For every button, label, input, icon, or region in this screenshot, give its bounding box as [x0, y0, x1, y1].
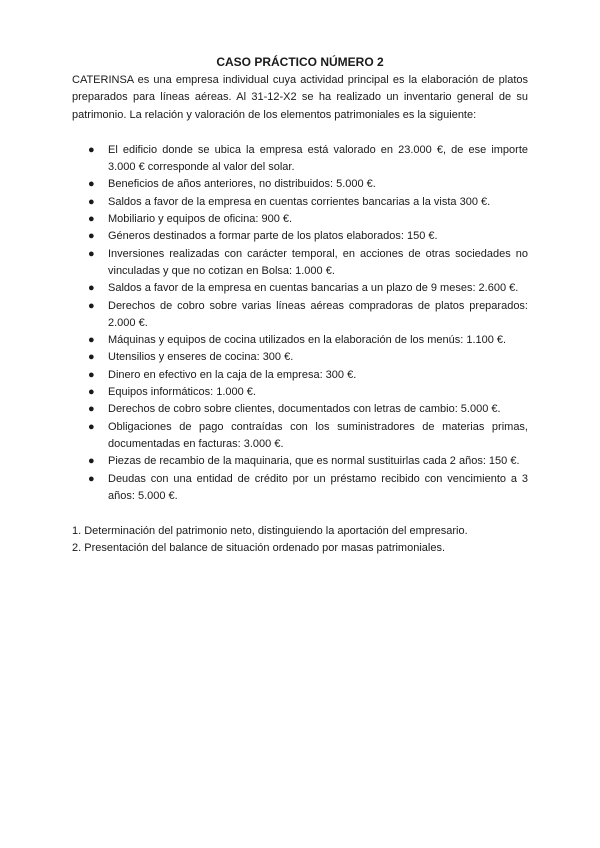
list-item	[72, 332, 528, 349]
list-item-text: Obligaciones de pago contraídas con los suministradores de materias primas, documentadas en facturas: 3.000 €.	[108, 420, 528, 450]
list-item	[72, 194, 528, 211]
list-item	[72, 246, 528, 281]
document-page	[72, 54, 528, 558]
bullet-icon: ●	[88, 334, 95, 347]
list-item	[72, 228, 528, 245]
list-item	[72, 280, 528, 297]
list-item	[72, 401, 528, 418]
bullet-icon: ●	[88, 282, 95, 295]
list-item-text: Equipos informáticos: 1.000 €.	[108, 386, 256, 399]
bullet-icon: ●	[88, 386, 95, 399]
list-item	[72, 176, 528, 193]
list-item-text: Mobiliario y equipos de oficina: 900 €.	[108, 213, 293, 226]
list-item-text: Inversiones realizadas con carácter temporal, en acciones de otras sociedades no vinculadas y que no cotizan en Bolsa: 1.000 €.	[108, 247, 528, 277]
list-item	[72, 367, 528, 384]
bullet-icon: ●	[88, 143, 95, 156]
bullet-icon: ●	[88, 403, 95, 416]
list-item-text: Géneros destinados a formar parte de los platos elaborados: 150 €.	[108, 230, 438, 243]
bullet-icon: ●	[88, 195, 95, 208]
patrimonial-items-list	[72, 142, 528, 505]
list-item	[72, 471, 528, 506]
bullet-icon: ●	[88, 230, 95, 243]
list-item-text: Saldos a favor de la empresa en cuentas bancarias a un plazo de 9 meses: 2.600 €.	[108, 282, 519, 295]
list-item-text: Deudas con una entidad de crédito por un préstamo recibido con vencimiento a 3 años: 5.000 €.	[108, 472, 528, 502]
list-item-text: El edificio donde se ubica la empresa está valorado en 23.000 €, de ese importe 3.000 € corresponde al valor del solar.	[108, 143, 528, 174]
bullet-icon: ●	[88, 455, 95, 468]
bullet-icon: ●	[88, 213, 95, 226]
list-item-text: Utensilios y enseres de cocina: 300 €.	[108, 351, 294, 364]
questions-section	[72, 523, 528, 558]
list-item-text: Máquinas y equipos de cocina utilizados en la elaboración de los menús: 1.100 €.	[108, 334, 507, 347]
bullet-icon: ●	[88, 299, 95, 312]
list-item-text: Derechos de cobro sobre varias líneas aéreas compradoras de platos preparados: 2.000 €.	[108, 299, 528, 329]
list-item-text: Piezas de recambio de la maquinaria, que es normal sustituirlas cada 2 años: 150 €.	[108, 455, 520, 468]
bullet-icon: ●	[88, 351, 95, 364]
bullet-icon: ●	[88, 368, 95, 381]
list-item-text: Saldos a favor de la empresa en cuentas corrientes bancarias a la vista 300 €.	[108, 195, 491, 208]
list-item-text: Derechos de cobro sobre clientes, documentados con letras de cambio: 5.000 €.	[108, 403, 501, 416]
list-item	[72, 142, 528, 177]
list-item	[72, 384, 528, 401]
bullet-icon: ●	[88, 178, 95, 191]
question-item: 1. Determinación del patrimonio neto, distinguiendo la aportación del empresario.	[72, 525, 468, 538]
question-item: 2. Presentación del balance de situación ordenado por masas patrimoniales.	[72, 542, 446, 555]
bullet-icon: ●	[88, 247, 95, 260]
list-item	[72, 298, 528, 333]
list-item	[72, 453, 528, 470]
bullet-icon: ●	[88, 472, 95, 485]
list-item-text: Dinero en efectivo en la caja de la empresa: 300 €.	[108, 368, 357, 381]
bullet-icon: ●	[88, 420, 95, 433]
document-title: CASO PRÁCTICO NÚMERO 2	[216, 55, 384, 69]
list-item-text: Beneficios de años anteriores, no distribuidos: 5.000 €.	[108, 178, 376, 191]
list-item	[72, 349, 528, 366]
intro-paragraph: CATERINSA es una empresa individual cuya actividad principal es la elaboración de platos preparados para líneas aéreas. Al 31-12-X2 se ha realizado un inventario general de su patrimonio. La relación y valoración de los elementos patrimoniales es la siguiente:	[72, 74, 528, 121]
list-item	[72, 211, 528, 228]
list-item	[72, 419, 528, 454]
